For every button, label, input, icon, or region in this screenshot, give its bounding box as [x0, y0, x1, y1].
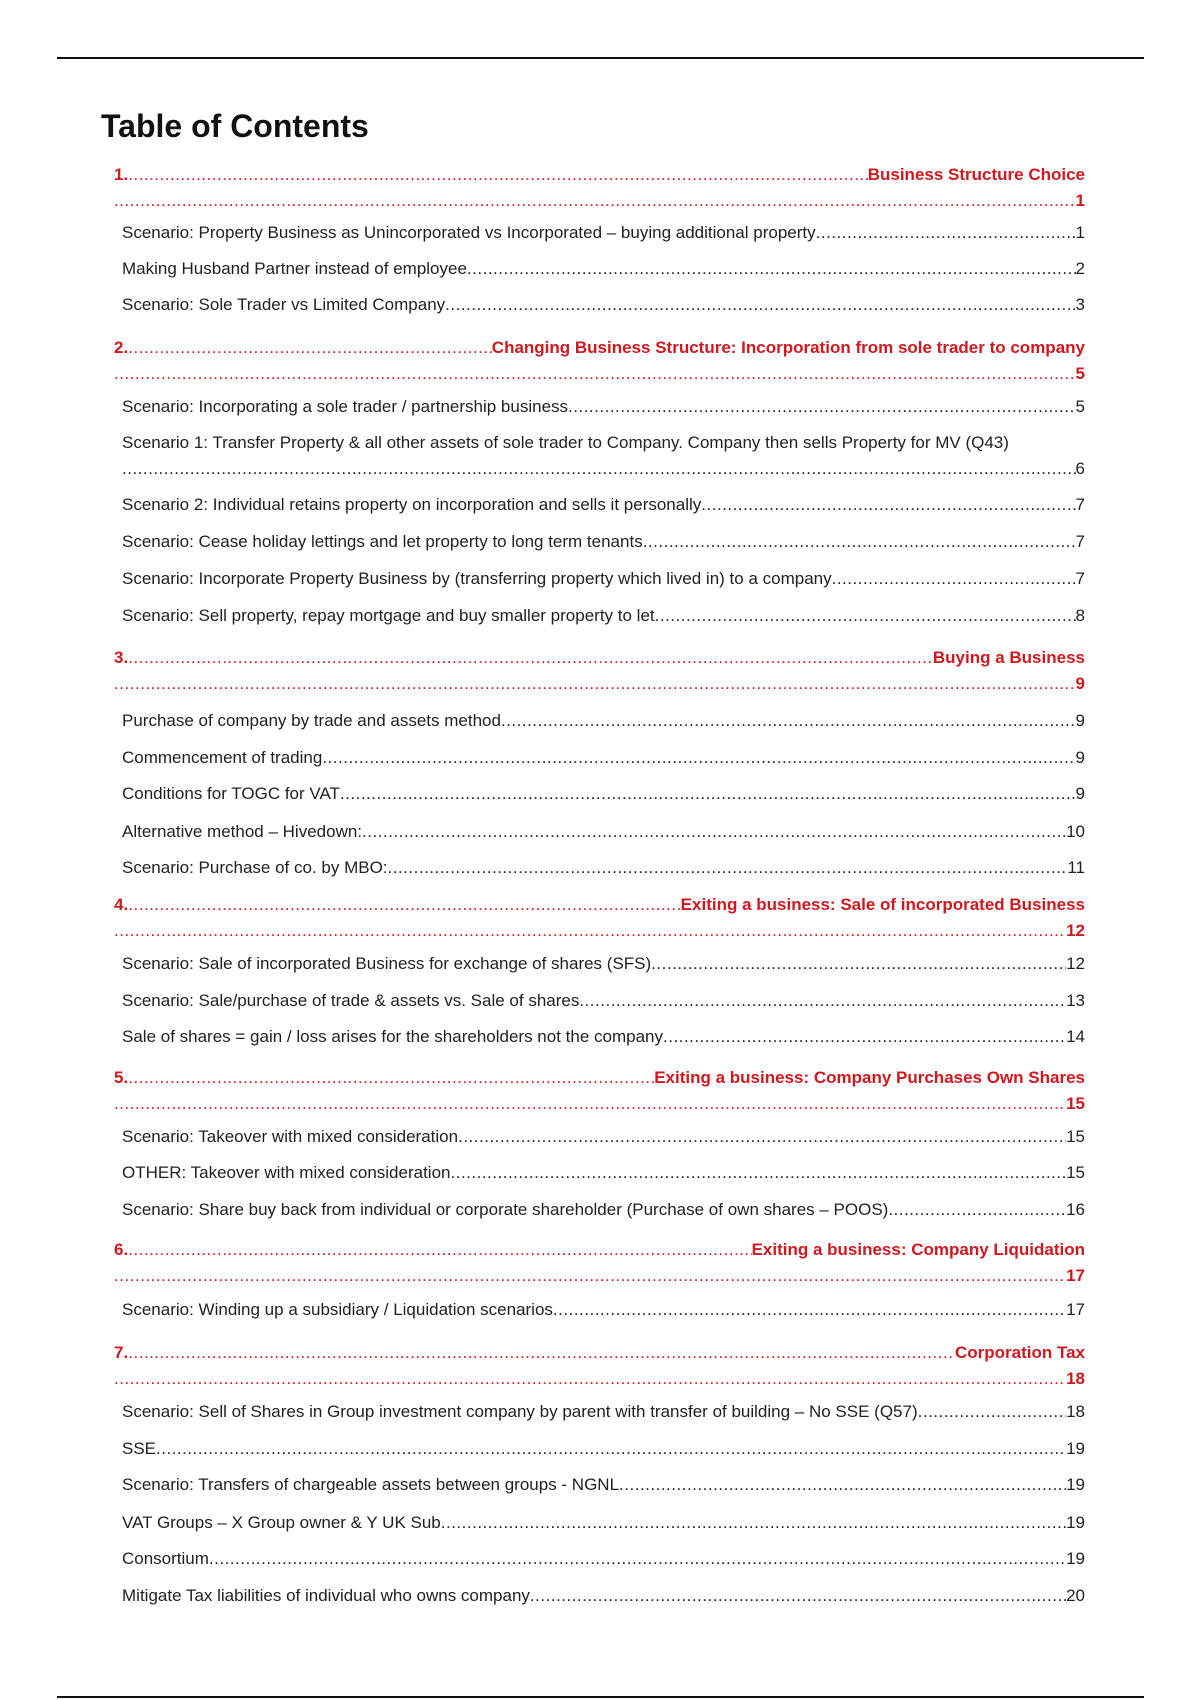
toc-section-heading[interactable] — [114, 165, 1085, 189]
dot-leader — [663, 1027, 1066, 1047]
toc-section-page-line[interactable] — [114, 364, 1085, 388]
toc-entry[interactable] — [122, 1027, 1085, 1051]
dot-leader — [816, 223, 1076, 243]
toc-entry[interactable] — [122, 569, 1085, 593]
entry-text: Scenario: Transfers of chargeable assets between groups - NGNL — [122, 1475, 620, 1494]
toc-entry[interactable] — [122, 223, 1085, 247]
toc-entry[interactable] — [122, 1300, 1085, 1324]
toc-section-heading[interactable] — [114, 1343, 1085, 1367]
section-page-number: 9 — [1075, 674, 1085, 693]
entry-page-number: 15 — [1066, 1127, 1085, 1146]
toc-section-heading[interactable] — [114, 1068, 1085, 1092]
entry-text: Sale of shares = gain / loss arises for the shareholders not the company — [122, 1027, 663, 1046]
dot-leader — [388, 858, 1068, 878]
toc-section-page-line[interactable] — [114, 1369, 1085, 1393]
entry-text: Scenario: Purchase of co. by MBO: — [122, 858, 388, 877]
dot-leader — [128, 648, 933, 668]
dot-leader — [128, 1240, 751, 1260]
toc-entry[interactable] — [122, 748, 1085, 772]
entry-text: Scenario: Sole Trader vs Limited Company — [122, 295, 446, 314]
section-title: Business Structure Choice — [867, 165, 1085, 184]
entry-page-number: 19 — [1066, 1513, 1085, 1532]
section-number: 1. — [114, 165, 129, 184]
dot-leader — [467, 259, 1076, 279]
toc-section-heading[interactable] — [114, 1240, 1085, 1264]
toc-entry[interactable] — [122, 495, 1085, 519]
entry-page-number: 20 — [1066, 1586, 1085, 1605]
toc-section-page-line[interactable] — [114, 191, 1085, 215]
toc-entry[interactable] — [122, 822, 1085, 846]
entry-page-number: 17 — [1066, 1300, 1085, 1319]
section-page-number: 18 — [1066, 1369, 1085, 1388]
entry-page-number: 3 — [1075, 295, 1085, 314]
toc-section-page-line[interactable] — [114, 1094, 1085, 1118]
entry-text: Scenario: Sale of incorporated Business for exchange of shares (SFS) — [122, 954, 652, 973]
dot-leader — [579, 991, 1066, 1011]
toc-entry[interactable] — [122, 295, 1085, 319]
dot-leader — [655, 606, 1076, 626]
entry-text: Making Husband Partner instead of employee — [122, 259, 467, 278]
toc-entry[interactable] — [122, 711, 1085, 735]
dot-leader — [114, 191, 1076, 211]
entry-text: Consortium — [122, 1549, 209, 1568]
dot-leader — [619, 1475, 1066, 1495]
dot-leader — [918, 1402, 1066, 1422]
entry-page-number: 14 — [1066, 1027, 1085, 1046]
entry-page-number: 18 — [1066, 1402, 1085, 1421]
entry-page-number: 13 — [1066, 991, 1085, 1010]
dot-leader — [156, 1439, 1066, 1459]
toc-section-page-line[interactable] — [114, 1266, 1085, 1290]
section-number: 7. — [114, 1343, 129, 1362]
entry-page-number: 15 — [1066, 1163, 1085, 1182]
dot-leader — [501, 711, 1076, 731]
section-title: Exiting a business: Company Liquidation — [751, 1240, 1085, 1259]
entry-text: Scenario: Incorporate Property Business by (transferring property which lived in) to a company — [122, 569, 832, 588]
toc-entry-page-line[interactable] — [122, 459, 1085, 483]
section-page-number: 1 — [1075, 191, 1085, 210]
entry-text: VAT Groups – X Group owner & Y UK Sub — [122, 1513, 441, 1532]
entry-page-number: 19 — [1066, 1475, 1085, 1494]
entry-text: Scenario 1: Transfer Property & all other assets of sole trader to Company. Company then sells Property for MV (Q43) — [122, 433, 1009, 452]
toc-section-heading[interactable] — [114, 338, 1085, 362]
entry-text: Scenario: Takeover with mixed consideration — [122, 1127, 459, 1146]
dot-leader — [114, 1369, 1066, 1389]
section-number: 3. — [114, 648, 129, 667]
entry-page-number: 12 — [1066, 954, 1085, 973]
dot-leader — [122, 459, 1076, 479]
dot-leader — [701, 495, 1075, 515]
entry-text: Mitigate Tax liabilities of individual who owns company — [122, 1586, 530, 1605]
toc-entry[interactable] — [122, 1513, 1085, 1537]
entry-text: Purchase of company by trade and assets method — [122, 711, 501, 730]
dot-leader — [114, 674, 1076, 694]
entry-text: Scenario: Sale/purchase of trade & assets vs. Sale of shares — [122, 991, 580, 1010]
toc-entry[interactable] — [122, 259, 1085, 283]
section-number: 6. — [114, 1240, 129, 1259]
entry-text: Scenario 2: Individual retains property on incorporation and sells it personally — [122, 495, 702, 514]
section-page-number: 15 — [1066, 1094, 1085, 1113]
dot-leader — [114, 921, 1066, 941]
dot-leader — [128, 165, 868, 185]
entry-page-number: 7 — [1075, 532, 1085, 551]
dot-leader — [441, 1513, 1066, 1533]
entry-page-number: 19 — [1066, 1549, 1085, 1568]
dot-leader — [209, 1549, 1066, 1569]
entry-text: Scenario: Sell property, repay mortgage and buy smaller property to let — [122, 606, 655, 625]
toc-entry[interactable] — [122, 532, 1085, 556]
dot-leader — [888, 1200, 1066, 1220]
entry-page-number: 9 — [1075, 784, 1085, 803]
dot-leader — [445, 295, 1075, 315]
dot-leader — [643, 532, 1076, 552]
section-title: Corporation Tax — [954, 1343, 1085, 1362]
section-title: Buying a Business — [932, 648, 1085, 667]
toc-entry[interactable] — [122, 1549, 1085, 1573]
toc-section-heading[interactable] — [114, 648, 1085, 672]
section-number: 2. — [114, 338, 129, 357]
footer-rule — [57, 1696, 1144, 1698]
dot-leader — [458, 1127, 1066, 1147]
entry-page-number: 16 — [1066, 1200, 1085, 1219]
section-title: Exiting a business: Sale of incorporated Business — [680, 895, 1085, 914]
dot-leader — [114, 1266, 1066, 1286]
entry-page-number: 5 — [1075, 397, 1085, 416]
toc-entry[interactable] — [122, 1402, 1085, 1426]
section-page-number: 12 — [1066, 921, 1085, 940]
entry-page-number: 9 — [1075, 711, 1085, 730]
entry-page-number: 7 — [1075, 569, 1085, 588]
toc-section-heading[interactable] — [114, 895, 1085, 919]
toc-entry[interactable] — [122, 1127, 1085, 1151]
dot-leader — [530, 1586, 1066, 1606]
dot-leader — [114, 364, 1076, 384]
dot-leader — [322, 748, 1075, 768]
entry-page-number: 2 — [1075, 259, 1085, 278]
dot-leader — [340, 784, 1076, 804]
entry-page-number: 1 — [1075, 223, 1085, 242]
section-number: 4. — [114, 895, 129, 914]
section-number: 5. — [114, 1068, 129, 1087]
dot-leader — [832, 569, 1076, 589]
dot-leader — [128, 1343, 955, 1363]
entry-text: Scenario: Property Business as Unincorporated vs Incorporated – buying additional property — [122, 223, 816, 242]
entry-page-number: 8 — [1075, 606, 1085, 625]
entry-page-number: 10 — [1066, 822, 1085, 841]
dot-leader — [651, 954, 1066, 974]
toc-section-page-line[interactable] — [114, 921, 1085, 945]
toc-entry[interactable] — [122, 991, 1085, 1015]
toc-entry[interactable] — [122, 954, 1085, 978]
entry-text: Scenario: Cease holiday lettings and let property to long term tenants — [122, 532, 643, 551]
dot-leader — [568, 397, 1076, 417]
page-title: Table of Contents — [101, 108, 369, 144]
dot-leader — [362, 822, 1066, 842]
toc-entry[interactable] — [122, 1163, 1085, 1187]
section-title: Exiting a business: Company Purchases Own Shares — [654, 1068, 1085, 1087]
entry-text: SSE — [122, 1439, 157, 1458]
section-page-number: 5 — [1075, 364, 1085, 383]
section-page-number: 17 — [1066, 1266, 1085, 1285]
header-rule — [57, 57, 1144, 59]
dot-leader — [451, 1163, 1067, 1183]
toc-entry[interactable] — [122, 858, 1085, 882]
dot-leader — [114, 1094, 1066, 1114]
toc-entry[interactable] — [122, 784, 1085, 808]
toc-entry[interactable] — [122, 606, 1085, 630]
entry-text: Commencement of trading — [122, 748, 323, 767]
entry-page-number: 9 — [1075, 748, 1085, 767]
toc-entry[interactable] — [122, 1200, 1085, 1224]
entry-text: Scenario: Incorporating a sole trader / partnership business — [122, 397, 569, 416]
dot-leader — [128, 895, 680, 915]
entry-page-number: 7 — [1075, 495, 1085, 514]
section-title: Changing Business Structure: Incorporation from sole trader to company — [491, 338, 1085, 357]
toc-entry[interactable] — [122, 1475, 1085, 1499]
entry-page-number: 19 — [1066, 1439, 1085, 1458]
toc-entry[interactable] — [122, 1439, 1085, 1463]
toc-entry[interactable] — [122, 1586, 1085, 1610]
entry-text: Conditions for TOGC for VAT — [122, 784, 340, 803]
entry-page-number: 6 — [1075, 459, 1085, 478]
dot-leader — [553, 1300, 1066, 1320]
toc-section-page-line[interactable] — [114, 674, 1085, 698]
toc-entry[interactable] — [122, 433, 1085, 457]
entry-page-number: 11 — [1067, 858, 1085, 877]
entry-text: Scenario: Share buy back from individual or corporate shareholder (Purchase of own shares – POOS) — [122, 1200, 889, 1219]
toc-entry[interactable] — [122, 397, 1085, 421]
dot-leader — [128, 338, 492, 358]
entry-text: Alternative method – Hivedown: — [122, 822, 363, 841]
dot-leader — [128, 1068, 654, 1088]
entry-text: Scenario: Winding up a subsidiary / Liquidation scenarios — [122, 1300, 553, 1319]
entry-text: OTHER: Takeover with mixed consideration — [122, 1163, 451, 1182]
entry-text: Scenario: Sell of Shares in Group investment company by parent with transfer of building – No SSE (Q57) — [122, 1402, 918, 1421]
